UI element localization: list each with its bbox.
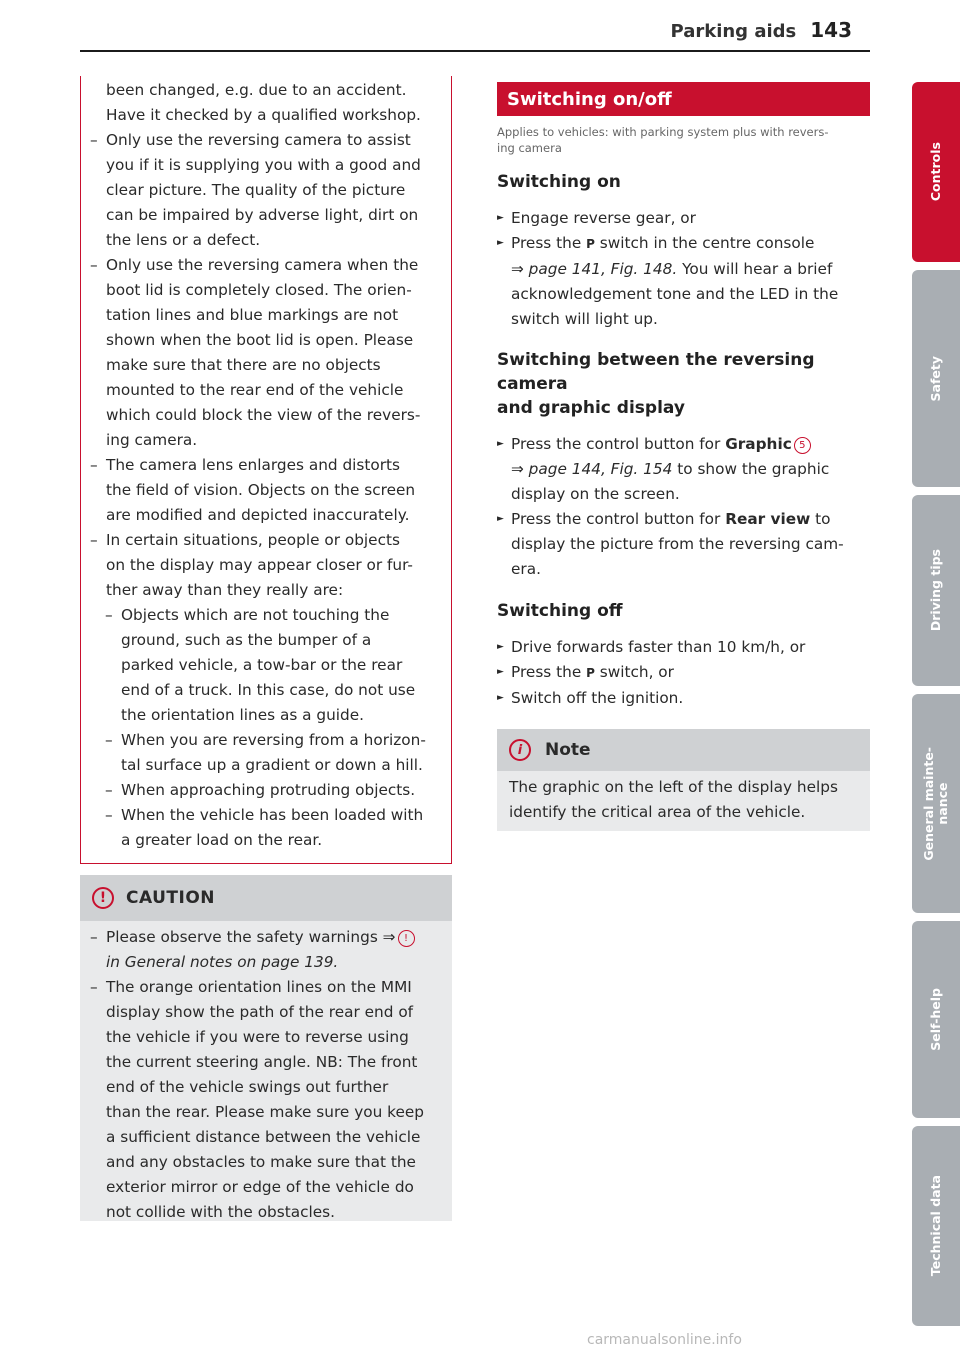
warning-continuation: been changed, e.g. due to an accident. Have it checked by a qualified workshop.	[106, 81, 421, 124]
switching-section: Switching on/off Applies to vehicles: with parking system plus with revers- ing camera Switching on ► Engage reverse gear, or ► Press the P switch in the centre console ⇒ page 141, Fig. 148. You will hear a brief acknowledgement tone and the LED in the switch will light up. Switching between the reversing camera and graphic display ► Press the control button for Graphic 5 ⇒ page 144, Fig. 154 to show the graphic display on the screen. ► Press the control button for Rear view to display the picture from the reversing cam- era. Switching off ► Drive forwards faster than 10 km/h, or ► Press the P switch, or ► Switch off the ignition. i Note The graphic on the left of the display helps identify the critical area of the vehicle.	[497, 82, 870, 831]
cross-reference: ⇒ page 141, Fig. 148.	[511, 260, 678, 278]
caution-item: – The orange orientation lines on the MMI display show the path of the rear end of the vehicle if you were to reverse using the current steering angle. NB: The front end of the vehicle swings out further than the rear. Please make sure you keep a sufficient distance between the vehicle and any obstacles to make sure that the exterior mirror or edge of the vehicle do not collide with the obstacles.	[90, 975, 442, 1225]
sub-list-item: – When approaching protruding objects.	[90, 778, 440, 803]
caution-ref-icon: !	[398, 930, 415, 947]
caution-icon: !	[92, 887, 114, 909]
note-text: The graphic on the left of the display helps identify the critical area of the vehicle.	[509, 778, 838, 821]
tab-general-mainte-nance[interactable]: General mainte- nance	[912, 694, 960, 913]
cross-reference: ⇒ page 144, Fig. 154	[511, 460, 673, 478]
heading-switching-between: Switching between the reversing camera and graphic display	[497, 350, 815, 418]
heading-switching-on: Switching on	[497, 172, 621, 192]
tab-driving-tips[interactable]: Driving tips	[912, 495, 960, 686]
caution-box	[80, 875, 452, 1221]
list-item: – Only use the reversing camera to assist you if it is supplying you with a good and clear picture. The quality of the picture can be impaired by adverse light, dirt on the lens or a defect.	[90, 128, 440, 253]
caution-title: CAUTION	[126, 888, 216, 908]
park-assist-icon: P	[586, 237, 595, 251]
tab-technical-data[interactable]: Technical data	[912, 1126, 960, 1326]
bullet-item: ► Press the P switch in the centre console	[497, 231, 870, 257]
bullet-item: ► Switch off the ignition.	[497, 686, 870, 711]
bullet-item: ► Drive forwards faster than 10 km/h, or	[497, 635, 870, 660]
page-number: 143	[810, 18, 852, 42]
bullet-item: ► Press the control button for Rear view to	[497, 507, 870, 532]
callout-5-icon: 5	[794, 437, 811, 454]
sub-list-item: – When the vehicle has been loaded with a greater load on the rear.	[90, 803, 440, 853]
info-icon: i	[509, 739, 531, 761]
list-item: – Only use the reversing camera when the boot lid is completely closed. The orien- tation lines and blue markings are not shown when the boot lid is open. Please make sure that there are no objects mounted to the rear end of the vehicle which could block the view of the revers- ing camera.	[90, 253, 440, 453]
section-banner: Switching on/off	[497, 82, 870, 116]
caution-header	[80, 875, 452, 921]
bullet-item: ► Engage reverse gear, or	[497, 206, 870, 231]
bullet-item: ► Press the control button for Graphic 5	[497, 432, 870, 457]
section-title: Parking aids	[670, 21, 797, 42]
sub-list-item: – When you are reversing from a horizon- tal surface up a gradient or down a hill.	[90, 728, 440, 778]
caution-body	[80, 921, 452, 1225]
list-item: – In certain situations, people or objects on the display may appear closer or fur- ther away than they really are:	[90, 528, 440, 603]
tab-controls[interactable]: Controls	[912, 82, 960, 262]
list-item: – The camera lens enlarges and distorts the field of vision. Objects on the screen are modified and depicted inaccurately.	[90, 453, 440, 528]
watermark: carmanualsonline.info	[587, 1332, 742, 1348]
header-rule	[80, 50, 870, 52]
sub-list-item: – Objects which are not touching the ground, such as the bumper of a parked vehicle, a tow-bar or the rear end of a truck. In this case, do not use the orientation lines as a guide.	[90, 603, 440, 728]
tab-self-help[interactable]: Self-help	[912, 921, 960, 1118]
applies-to-note: Applies to vehicles: with parking system plus with revers- ing camera	[497, 125, 829, 155]
note-box	[497, 729, 870, 831]
warning-continuation-text	[90, 78, 440, 853]
note-header	[497, 729, 870, 771]
page-header	[670, 18, 852, 50]
park-assist-icon: P	[586, 666, 595, 680]
bullet-item: ► Press the P switch, or	[497, 660, 870, 686]
caution-item: – Please observe the safety warnings ⇒ ! in General notes on page 139.	[90, 925, 442, 975]
note-title: Note	[545, 740, 591, 760]
tab-safety[interactable]: Safety	[912, 270, 960, 487]
heading-switching-off: Switching off	[497, 601, 623, 621]
